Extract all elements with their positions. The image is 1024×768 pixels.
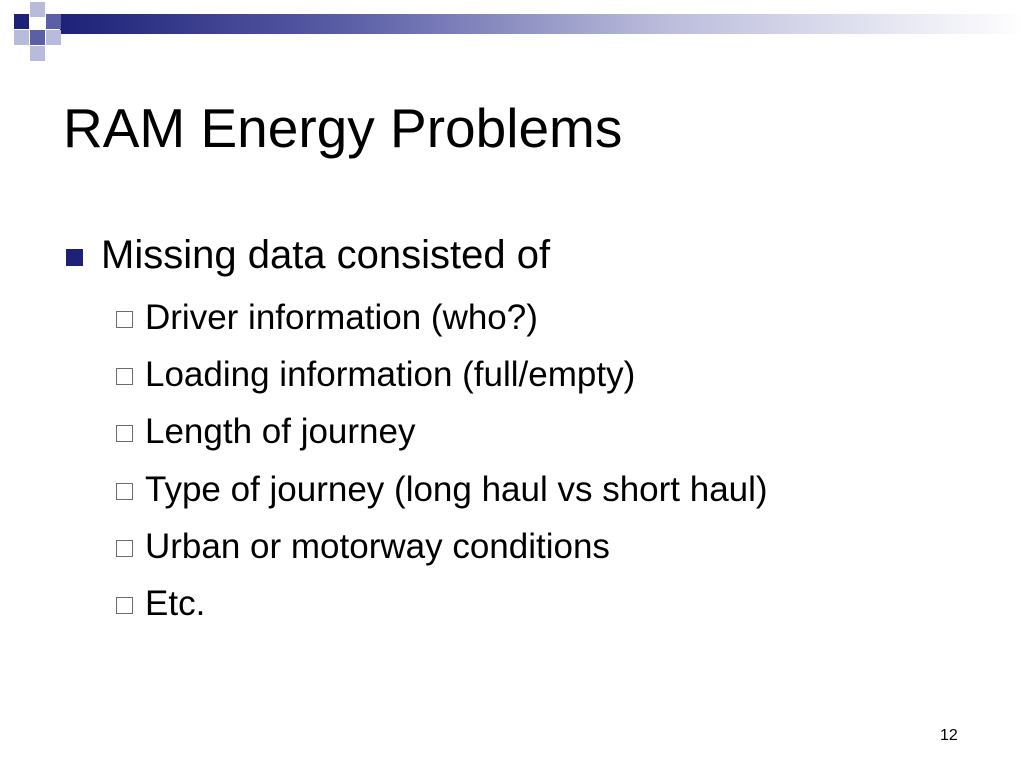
header-decoration — [0, 0, 1024, 64]
sub-bullet-item — [116, 355, 635, 395]
hollow-square-bullet-icon — [116, 597, 133, 614]
decor-square-icon — [30, 46, 45, 61]
sub-bullet-text: Length of journey — [145, 412, 416, 451]
decor-square-icon — [14, 30, 29, 45]
hollow-square-bullet-icon — [116, 483, 133, 500]
page-number: 12 — [940, 727, 958, 744]
sub-bullet-text: Etc. — [145, 584, 206, 623]
sub-bullet-text: Type of journey (long haul vs short haul) — [145, 470, 768, 509]
decor-square-icon — [46, 14, 61, 29]
filled-square-bullet-icon — [66, 249, 83, 266]
sub-bullet-item — [116, 298, 538, 338]
sub-bullet-item — [116, 412, 415, 452]
header-gradient-bar — [60, 14, 1024, 34]
decor-square-icon — [46, 30, 61, 45]
slide-title: RAM Energy Problems — [63, 97, 623, 159]
sub-bullet-item — [116, 470, 768, 510]
decor-square-icon — [14, 14, 29, 29]
bullet-item — [66, 233, 550, 278]
sub-bullet-text: Urban or motorway conditions — [145, 527, 610, 566]
hollow-square-bullet-icon — [116, 425, 133, 442]
bullet-text: Missing data consisted of — [101, 233, 551, 277]
sub-bullet-item — [116, 584, 205, 624]
hollow-square-bullet-icon — [116, 540, 133, 557]
sub-bullet-item — [116, 527, 610, 567]
decor-square-icon — [30, 2, 45, 17]
sub-bullet-text: Loading information (full/empty) — [145, 355, 636, 394]
hollow-square-bullet-icon — [116, 311, 133, 328]
decor-square-icon — [30, 30, 45, 45]
sub-bullet-text: Driver information (who?) — [145, 298, 538, 337]
hollow-square-bullet-icon — [116, 368, 133, 385]
